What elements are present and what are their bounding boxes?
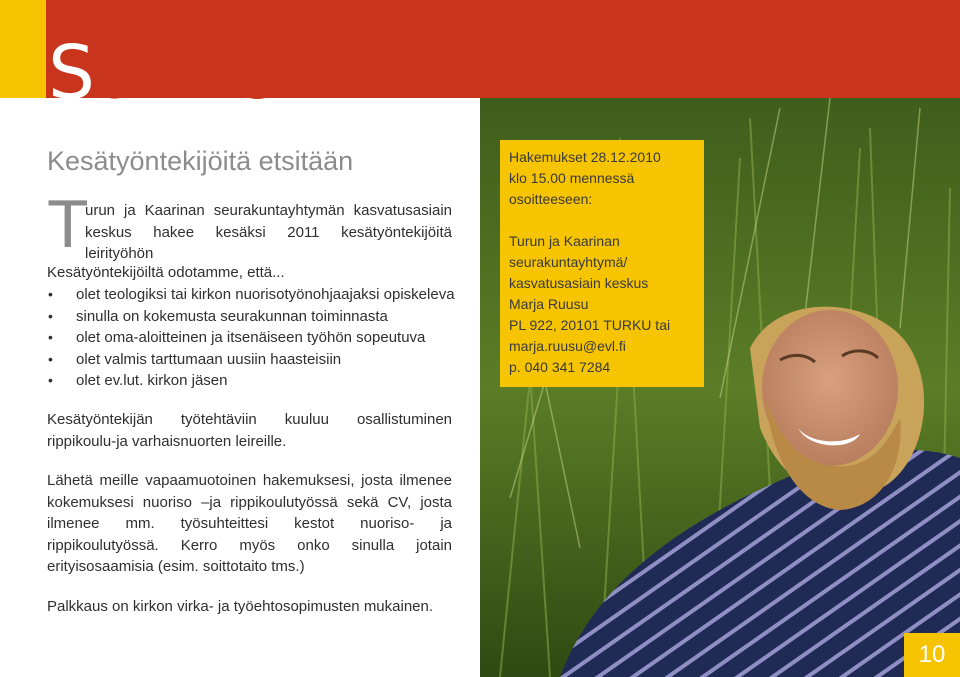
requirements-list — [47, 284, 455, 392]
list-item-text: olet ev.lut. kirkon jäsen — [76, 372, 228, 389]
masthead-first-letter: S — [48, 30, 96, 116]
bullet-icon: • — [48, 372, 53, 388]
contact-name: Marja Ruusu — [509, 296, 589, 312]
intro-line-1: urun ja Kaarinan seurakuntayhtymän kasvatusasiain — [85, 202, 452, 219]
bullet-icon: • — [48, 307, 53, 324]
contact-email: marja.ruusu@evl.fi — [509, 338, 626, 354]
list-item — [47, 370, 455, 392]
intro-paragraph — [47, 186, 452, 265]
deadline-line-1: Hakemukset 28.12.2010 — [509, 149, 661, 165]
page-number: 10 — [904, 633, 960, 677]
bullet-icon: • — [48, 350, 53, 367]
address-line-1: Turun ja Kaarinan — [509, 233, 620, 249]
list-item — [47, 306, 455, 328]
masthead-title — [48, 28, 300, 118]
contact-phone: p. 040 341 7284 — [509, 359, 611, 375]
list-item-text: sinulla on kokemusta seurakunnan toiminnasta — [76, 307, 388, 325]
list-item-text: olet valmis tarttumaan uusiin haasteisiin — [76, 350, 342, 368]
bullet-icon: • — [48, 329, 53, 345]
application-paragraph: Lähetä meille vapaamuotoinen hakemuksesi, josta ilmenee kokemuksesi nuoriso –ja rippikoulutyössä sekä CV, josta ilmenee mm. työsuhteittesi kestot nuoriso- ja rippikoulutyössä. Kerro myös onko sinulla jotain erityisosaamisia (esim. soittotaito tms.) — [47, 472, 452, 575]
postal-address: PL 922, 20101 TURKU tai — [509, 317, 671, 333]
deadline-line-2: klo 15.00 mennessä — [509, 170, 635, 186]
salary-paragraph: Palkkaus on kirkon virka- ja työehtosopimusten mukainen. — [47, 598, 434, 615]
duties-paragraph: Kesätyöntekijän työtehtäviin kuuluu osallistuminen rippikoulu-ja varhaisnuorten leireille. — [47, 411, 452, 450]
address-line-3: kasvatusasiain keskus — [509, 275, 649, 291]
deadline-line-3: osoitteeseen: — [509, 191, 593, 207]
article-heading: Kesätyöntekijöitä etsitään — [47, 146, 354, 176]
info-box-spacer — [509, 210, 695, 231]
bullet-icon: • — [48, 286, 53, 302]
list-item-text: olet oma-aloitteinen ja itsenäiseen työhön sopeutuva — [76, 329, 426, 346]
masthead-rest: ähkei — [95, 30, 300, 116]
list-item-text: olet teologiksi tai kirkon nuorisotyönohjaajaksi opiskeleva — [76, 286, 455, 303]
intro-line-2: keskus hakee kesäksi 2011 kesätyöntekijöitä leirityöhön — [85, 223, 452, 262]
list-item — [47, 327, 455, 349]
drop-cap: T — [47, 186, 89, 262]
header-accent-yellow — [0, 0, 46, 98]
list-item — [47, 349, 455, 371]
address-line-2: seurakuntayhtymä/ — [509, 254, 628, 270]
application-info-box — [500, 140, 704, 387]
requirements-intro: Kesätyöntekijöiltä odotamme, että... — [47, 264, 285, 281]
list-item — [47, 284, 455, 306]
